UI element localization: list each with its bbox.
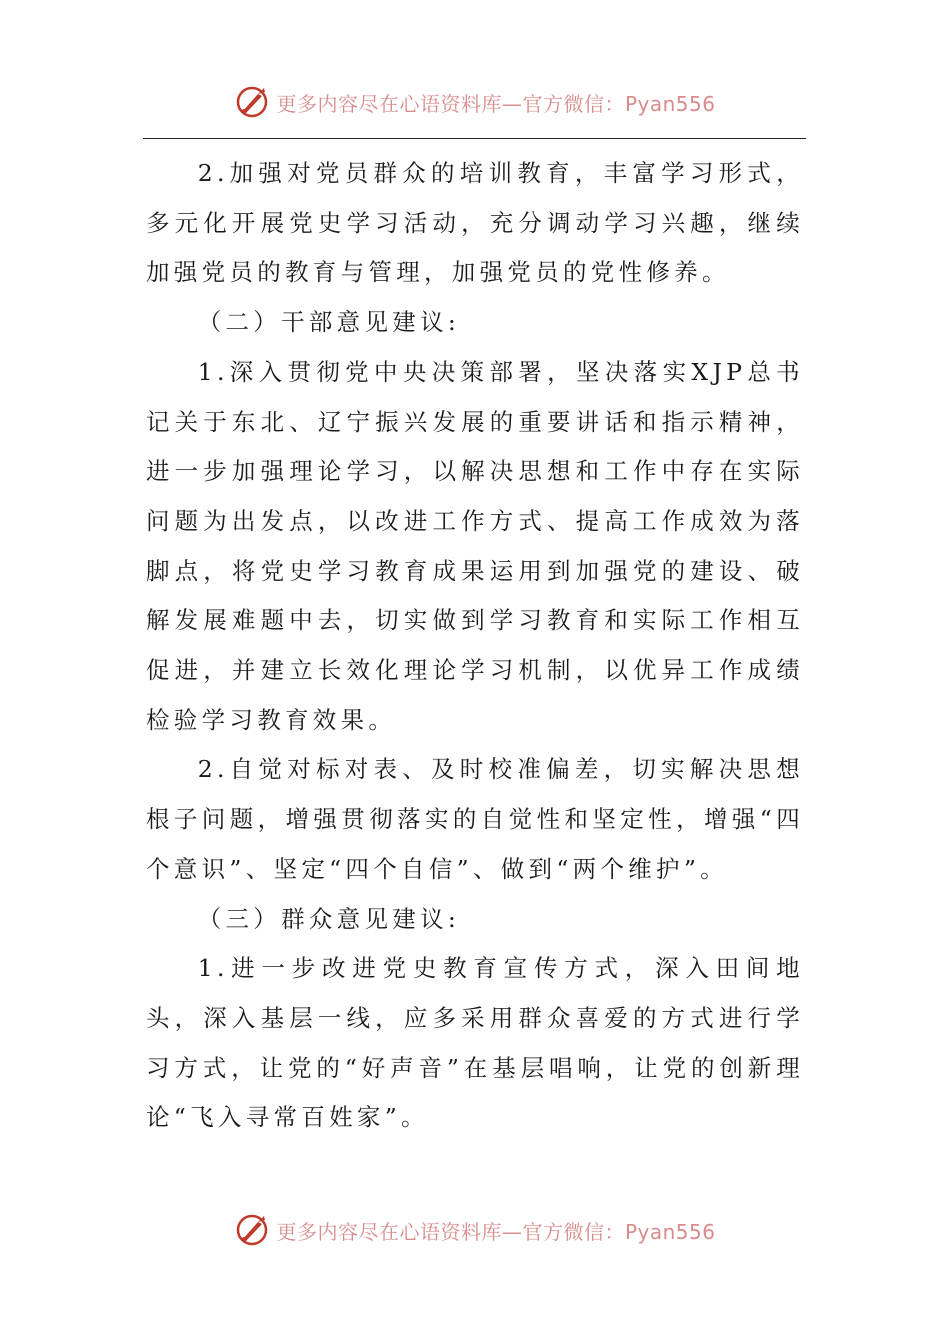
footer-watermark: [0, 1212, 950, 1248]
header-watermark-text: 更多内容尽在心语资料库—官方微信：Pyan556: [276, 91, 716, 116]
section-heading-public-suggestions: （三）群众意见建议:: [197, 904, 461, 933]
paragraph-self-benchmarking: 2.自觉对标对表、及时校准偏差，切实解决思想根子问题，增强贯彻落实的自觉性和坚定性，增强“四个意识”、坚定“四个自信”、做到“两个维护”。: [146, 755, 804, 883]
paragraph-publicity-methods: 1.进一步改进党史教育宣传方式，深入田间地头，深入基层一线，应多采用群众喜爱的方式进行学习方式，让党的“好声音”在基层唱响，让党的创新理论“飞入寻常百姓家”。: [146, 954, 804, 1132]
quill-pen-circle-icon: [234, 84, 270, 120]
header-watermark: [0, 84, 950, 120]
paragraph-party-training: 2.加强对党员群众的培训教育，丰富学习形式，多元化开展党史学习活动，充分调动学习兴趣，继续加强党员的教育与管理，加强党员的党性修养。: [146, 159, 804, 287]
document-body: [146, 149, 804, 1143]
header-divider: [143, 138, 806, 139]
footer-watermark-text: 更多内容尽在心语资料库—官方微信：Pyan556: [276, 1219, 716, 1244]
quill-pen-circle-icon: [234, 1212, 270, 1248]
section-heading-cadre-suggestions: （二）干部意见建议:: [197, 308, 461, 337]
paragraph-implement-deployment: 1.深入贯彻党中央决策部署，坚决落实XJP总书记关于东北、辽宁振兴发展的重要讲话和指示精神，进一步加强理论学习，以解决思想和工作中存在实际问题为出发点，以改进工作方式、提高工作成效为落脚点，将党史学习教育成果运用到加强党的建设、破解发展难题中去，切实做到学习教育和实际工作相互促进，并建立长效化理论学习机制，以优异工作成绩检验学习教育效果。: [146, 357, 804, 734]
